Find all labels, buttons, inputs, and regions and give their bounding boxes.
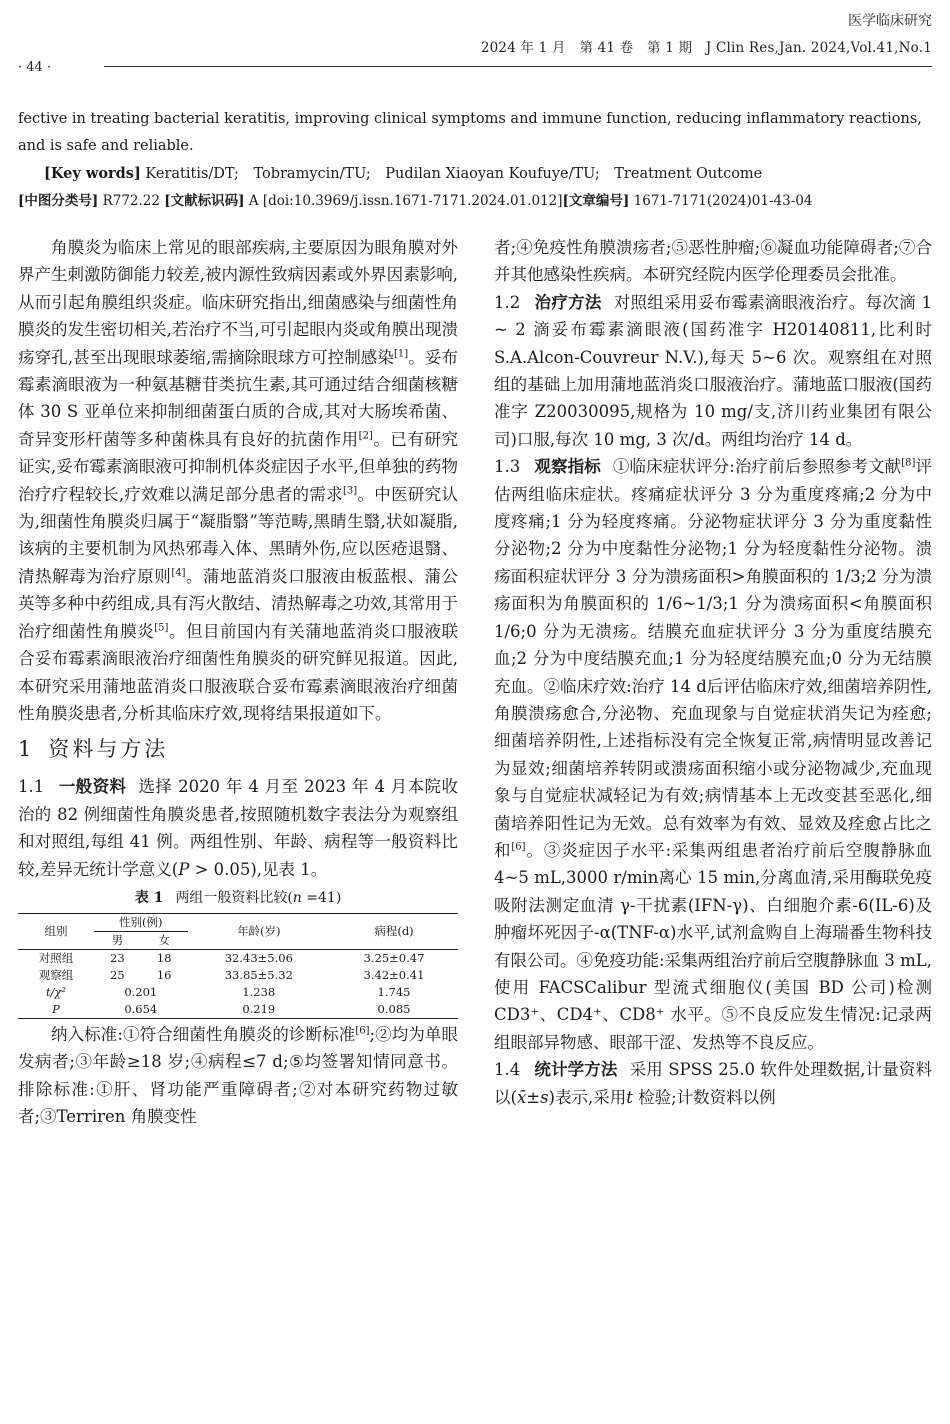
art-label: [文章编号] xyxy=(562,193,630,209)
citation-3: [3] xyxy=(342,485,358,497)
intro-paragraph: 角膜炎为临床上常见的眼部疾病,主要原因为眼角膜对外界产生刺激防御能力较差,被内源性致病因素或外界因素影响,从而引起角膜组织炎症。临床研究指出,细菌感染与细菌性角膜炎的发生密切相关,若治疗不当,可引起眼内炎或角膜出现溃疡穿孔,甚至出现眼球萎缩,需摘除眼球方可控制感染[1]。妥布霉素滴眼液为一种氨基糖苷类抗生素,其可通过结合细菌核糖体 30 S 亚单位来抑制细菌蛋白质的合成,其对大肠埃希菌、奇异变形杆菌等多种菌株具有良好的抗菌作用[2]。已有研究证实,妥布霉素滴眼液可抑制机体炎症因子水平,但单独的药物治疗疗程较长,疗效难以满足部分患者的需求[3]。中医研究认为,细菌性角膜炎归属于“凝脂翳”等范畴,黑睛生翳,状如凝脂,该病的主要机制为风热邪毒入体、黑睛外伤,应以医疮退翳、清热解毒为治疗原则[4]。蒲地蓝消炎口服液由板蓝根、蒲公英等多种中药组成,具有泻火散结、清热解毒之功效,其常用于治疗细菌性角膜炎[5]。但目前国内有关蒲地蓝消炎口服液联合妥布霉素滴眼液治疗细菌性角膜炎的研究鲜见报道。因此,本研究采用蒲地蓝消炎口服液联合妥布霉素滴眼液治疗细菌性角膜炎患者,分析其临床疗效,现将结果报道如下。 xyxy=(18,238,459,723)
table-1 xyxy=(18,913,458,1019)
section-1-1: 1.1 一般资料 选择 2020 年 4 月至 2023 年 4 月本院收治的 82 例细菌性角膜炎患者,按照随机数字表法分为观察组和对照组,每组 41 例。两组性别、年龄、病程等一般资料比较,差异无统计学意义(P > 0.05),见表 1。 xyxy=(18,777,459,879)
table-row: 对照组 23 18 32.43±5.06 3.25±0.47 xyxy=(38,950,425,965)
citation-6b: [6] xyxy=(511,841,526,853)
issue-info: 2024 年 1 月 第 41 卷 第 1 期 J Clin Res,Jan. 2024,Vol.41,No.1 xyxy=(480,40,932,56)
right-column xyxy=(494,234,932,1111)
cls-value: R772.22 xyxy=(102,193,160,209)
section-1-3: 1.3 观察指标 ①临床症状评分:治疗前后参照参考文献[8]评估两组临床症状。疼痛症状评分 3 分为重度疼痛;2 分为中度疼痛;1 分为轻度疼痛。分泌物症状评分 3 分为重度黏性分泌物;2 分为中度黏性分泌物;1 分为轻度黏性分泌物。溃疡面积症状评分 3 分为溃疡面积>角膜面积的 1/3;2 分为溃疡面积为角膜面积的 1/6~1/3;1 分为溃疡面积<角膜面积 1/6;0 分为无溃疡。结膜充血症状评分 3 分为重度结膜充血;2 分为中度结膜充血;1 分为轻度结膜充血;0 分为无结膜充血。②临床疗效:治疗 14 d后评估临床疗效,细菌培养阴性,角膜溃疡愈合,分泌物、充血现象与自觉症状消失记为痊愈;细菌培养阴性,上述指标没有完全恢复正常,病情明显改善记为显效;细菌培养转阴或溃疡面积缩小或分泌物减少,充血现象与自觉症状减轻记为有效;病情基本上无改变甚至恶化,细菌培养阳性记为无效。总有效率为有效、显效及痊愈占比之和[6]。③炎症因子水平:采集两组患者治疗前后空腹静脉血 4~5 mL,3000 r/min离心 15 min,分离血清,采用酶联免疫吸附法测定血清 γ-干扰素(IFN-γ)、白细胞介素-6(IL-6)及肿瘤坏死因子-α(TNF-α)水平,试剂盒购自上海瑞番生物科技有限公司。④免疫功能:采集两组治疗前后空腹静脉血 3 mL,使用 FACSCalibur 型流式细胞仪(美国 BD 公司)检测 CD3⁺、CD4⁺、CD8⁺ 水平。⑤不良反应发生情况:记录两组眼部异物感、眼部干涩、发热等不良反应。 xyxy=(494,457,933,1052)
left-column xyxy=(18,234,458,1131)
th-sex: 性别(例) xyxy=(94,913,188,931)
citation-5: [5] xyxy=(154,622,169,634)
cls-label: [中图分类号] xyxy=(18,193,99,209)
keywords: Keratitis/DT; Tobramycin/TU; Pudilan Xiaoyan Koufuye/TU; Treatment Outcome xyxy=(145,166,763,182)
classification-line xyxy=(18,188,932,215)
keywords-label: [Key words] xyxy=(44,165,141,182)
exclusion-continued: 者;④免疫性角膜溃疡者;⑤恶性肿瘤;⑥凝血功能障碍者;⑦合并其他感染性疾病。本研究经院内医学伦理委员会批准。 xyxy=(494,238,932,285)
citation-8: [8] xyxy=(901,457,916,469)
th-group: 组别 xyxy=(18,913,94,949)
table-row: 观察组 25 16 33.85±5.32 3.42±0.41 xyxy=(38,967,425,982)
citation-6: [6] xyxy=(355,1025,370,1037)
section-1-4: 1.4 统计学方法 采用 SPSS 25.0 软件处理数据,计量资料以(x̄±s)表示,采用t 检验;计数资料以例 xyxy=(494,1060,933,1107)
abstract-tail xyxy=(18,106,932,215)
header-rule xyxy=(104,66,932,67)
keywords-line xyxy=(18,160,932,188)
inclusion-criteria: 纳入标准:①符合细菌性角膜炎的诊断标准[6];②均为单眼发病者;③年龄≥18 岁;④病程≤7 d;⑤均签署知情同意书。排除标准:①肝、肾功能严重障碍者;②对本研究药物过敏者;③Terriren 角膜变性 xyxy=(18,1024,459,1127)
section-1-2: 1.2 治疗方法 对照组采用妥布霉素滴眼液治疗。每次滴 1 ~ 2 滴妥布霉素滴眼液(国药准字 H20140811,比利时 S.A.Alcon-Couvreur N.V.),每天 5~6 次。观察组在对照组的基础上加用蒲地蓝消炎口服液治疗。蒲地蓝口服液(国药准字 Z20030095,规格为 10 mg/支,济川药业集团有限公司)口服,每次 10 mg, 3 次/d。两组均治疗 14 d。 xyxy=(494,292,933,449)
section-1-heading: 1 资料与方法 xyxy=(18,737,169,762)
citation-4: [4] xyxy=(171,567,186,579)
th-course: 病程(d) xyxy=(330,913,458,949)
journal-name: 医学临床研究 xyxy=(848,13,932,29)
page-number: · 44 · xyxy=(18,60,52,75)
citation-2: [2] xyxy=(358,430,373,442)
abstract-text: fective in treating bacterial keratitis, improving clinical symptoms and immune function, reducing inflammatory reactions, and is safe and reliable. xyxy=(18,111,922,154)
citation-1: [1] xyxy=(394,348,409,360)
th-female: 女 xyxy=(141,931,188,949)
table-1-title: 表 1 两组一般资料比较(n =41) xyxy=(134,889,342,906)
table-row-p: P 0.654 0.219 0.085 xyxy=(18,1001,458,1019)
doc-label: [文献标识码] xyxy=(164,193,245,209)
art-value: 1671-7171(2024)01-43-04 xyxy=(633,193,813,209)
th-age: 年龄(岁) xyxy=(188,913,330,949)
th-male: 男 xyxy=(94,931,141,949)
doc-value: A [doi:10.3969/j.issn.1671-7171.2024.01.012] xyxy=(248,193,563,209)
table-row-stat: t/χ² 0.201 1.238 1.745 xyxy=(45,984,411,999)
